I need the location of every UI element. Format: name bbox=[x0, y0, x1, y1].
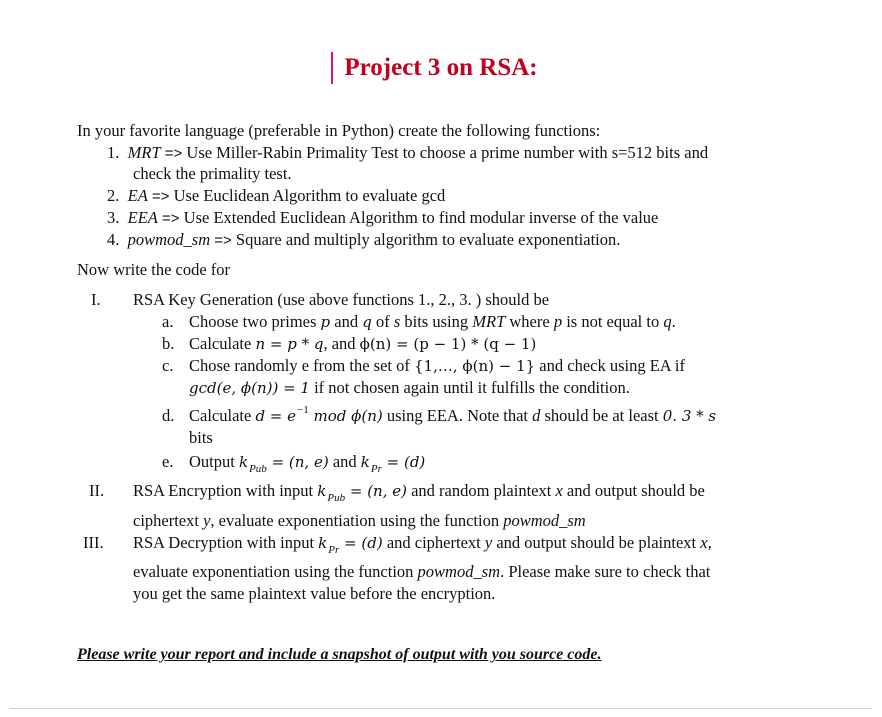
sub-item-d-continuation: bits bbox=[189, 428, 213, 447]
page-title: Project 3 on RSA: bbox=[344, 54, 538, 81]
sub-item-c-continuation: gcd(e, ϕ(n)) = 1 if not chosen again until it fulfills the condition. bbox=[189, 378, 630, 397]
footer-instruction: Please write your report and include a snapshot of output with you source code. bbox=[77, 646, 602, 663]
sub-item-a: Choose two primes p and q of s bits using MRT where p is not equal to q. bbox=[189, 312, 676, 331]
section-III-continuation: evaluate exponentiation using the function powmod_sm. Please make sure to check that bbox=[133, 562, 711, 581]
list-item: 1. MRT => Use Miller-Rabin Primality Test to choose a prime number with s=512 bits and bbox=[107, 143, 709, 162]
sub-item-d: Calculate $d = e^{-1}$ mod ϕ(n) using EEA. Note that d should be at least 0. 3 * s bbox=[189, 404, 717, 425]
section-II-text: RSA Encryption with input $k_{Pub} = (n$, e) and random plaintext x and output should be bbox=[133, 481, 705, 504]
sub-item-e: Output $k_{Pub} = (n$, e) and $k_{Pr} = (d)$ bbox=[189, 452, 426, 475]
sub-item-a-label: a. bbox=[162, 312, 174, 331]
section-III-number: III. bbox=[83, 533, 104, 552]
sub-item-b: Calculate n = p * q, and ϕ(n) = (p − 1) * (q − 1) bbox=[189, 334, 537, 353]
section-III-text: RSA Decryption with input $k_{Pr} = (d)$ and ciphertext y and output should be plaintext x, bbox=[133, 533, 712, 556]
sub-item-c-label: c. bbox=[162, 356, 174, 375]
list-item: 3. EEA => Use Extended Euclidean Algorithm to find modular inverse of the value bbox=[107, 208, 659, 227]
section-I-number: I. bbox=[91, 290, 101, 309]
list-item: 4. powmod_sm => Square and multiply algorithm to evaluate exponentiation. bbox=[107, 230, 621, 249]
list-item: 2. EA => Use Euclidean Algorithm to evaluate gcd bbox=[107, 186, 446, 205]
section-II-number: II. bbox=[89, 481, 105, 500]
intro-text: In your favorite language (preferable in Python) create the following functions: bbox=[77, 121, 601, 140]
sub-item-d-label: d. bbox=[162, 406, 175, 425]
sub-item-c: Chose randomly e from the set of {1,…, ϕ(n) − 1} and check using EA if bbox=[189, 356, 686, 375]
list-item-continuation: check the primality test. bbox=[133, 164, 292, 183]
section-III-continuation-2: you get the same plaintext value before the encryption. bbox=[133, 584, 496, 603]
now-write-text: Now write the code for bbox=[77, 260, 231, 279]
section-I-heading: RSA Key Generation (use above functions 1., 2., 3. ) should be bbox=[133, 290, 550, 309]
sub-item-b-label: b. bbox=[162, 334, 175, 353]
page-divider bbox=[10, 708, 872, 709]
sub-item-e-label: e. bbox=[162, 452, 174, 471]
section-II-continuation: ciphertext y, evaluate exponentiation using the function powmod_sm bbox=[133, 511, 586, 530]
